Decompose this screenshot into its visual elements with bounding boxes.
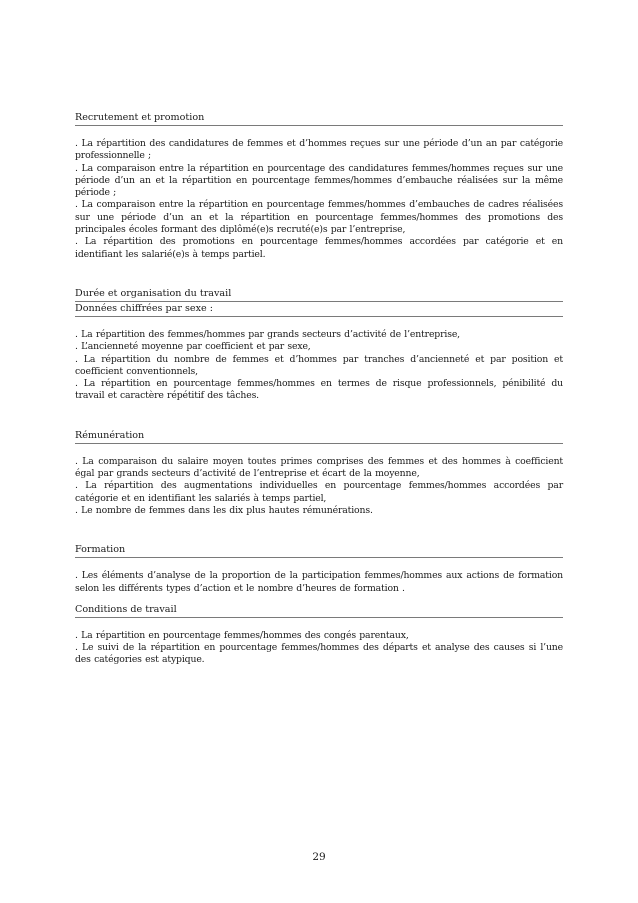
section-recrutement xyxy=(75,111,563,261)
list-item: . La répartition en pourcentage femmes/hommes en termes de risque professionnels, pénibilité du travail et caractère répétitif des tâches. xyxy=(75,378,563,402)
list-item: . La répartition des promotions en pourcentage femmes/hommes accordées par catégorie et en identifiant les salarié(e)s à temps partiel. xyxy=(75,236,563,260)
list-item: . La comparaison entre la répartition en pourcentage des candidatures femmes/hommes reçues sur une période d’un an et la répartition en pourcentage femmes/hommes d’embauche réalisées sur la même période ; xyxy=(75,162,563,199)
list-item: . L’ancienneté moyenne par coefficient et par sexe, xyxy=(75,341,311,353)
page-number: 29 xyxy=(312,851,326,863)
list-item: . La répartition en pourcentage femmes/hommes des congés parentaux, xyxy=(75,629,409,641)
section-heading: Conditions de travail xyxy=(75,603,563,618)
item-list xyxy=(75,138,563,261)
list-item: . La répartition des candidatures de femmes et d’hommes reçues sur une période d’un an par catégorie professionnelle ; xyxy=(75,138,563,162)
item-list xyxy=(75,329,563,403)
item-list xyxy=(75,456,563,517)
section-duree-travail xyxy=(75,287,563,403)
section-subheading: Données chiffrées par sexe : xyxy=(75,302,563,317)
section-heading: Rémunération xyxy=(75,429,563,444)
list-item: . Le suivi de la répartition en pourcentage femmes/hommes des départs et analyse des causes si l’une des catégories est atypique. xyxy=(75,642,563,666)
section-heading: Durée et organisation du travail xyxy=(75,287,563,302)
list-item: . La répartition des augmentations individuelles en pourcentage femmes/hommes accordées par catégorie et en identifiant les salariés à temps partiel, xyxy=(75,480,563,504)
list-item: . La comparaison du salaire moyen toutes primes comprises des femmes et des hommes à coefficient égal par grands secteurs d’activité de l’entreprise et écart de la moyenne, xyxy=(75,455,563,480)
page-content xyxy=(75,111,563,693)
list-item: . Les éléments d’analyse de la proportion de la participation femmes/hommes aux actions de formation selon les différents types d’action et le nombre d’heures de formation . xyxy=(75,570,563,594)
list-item: . Le nombre de femmes dans les dix plus hautes rémunérations. xyxy=(75,504,373,516)
list-item: . La répartition du nombre de femmes et d’hommes par tranches d’ancienneté et par position et coefficient conventionnels, xyxy=(75,353,563,377)
section-formation xyxy=(75,543,563,595)
list-item: . La comparaison entre la répartition en pourcentage femmes/hommes d’embauches de cadres réalisées sur une période d’un an et la répartition en pourcentage femmes/hommes des promotions des principales écoles formant des diplômé(e)s recruté(e)s par l’entreprise, xyxy=(75,199,563,236)
section-heading: Recrutement et promotion xyxy=(75,111,563,126)
section-heading: Formation xyxy=(75,543,563,558)
item-list xyxy=(75,630,563,667)
list-item: . La répartition des femmes/hommes par grands secteurs d’activité de l’entreprise, xyxy=(75,328,460,340)
section-conditions-travail xyxy=(75,603,563,667)
item-list xyxy=(75,570,563,595)
section-remuneration xyxy=(75,429,563,517)
